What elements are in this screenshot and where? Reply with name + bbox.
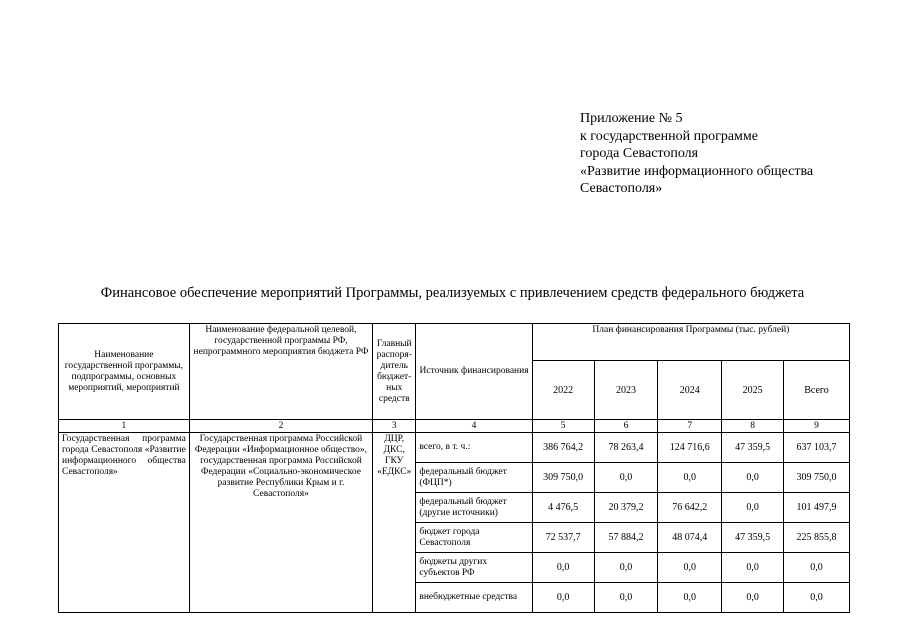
- value-cell: 0,0: [532, 553, 594, 583]
- total-cell: 309 750,0: [783, 463, 849, 493]
- header-funding-source: Источник финансирования: [416, 324, 532, 420]
- column-number: 3: [373, 420, 416, 433]
- value-cell: 0,0: [532, 583, 594, 613]
- value-cell: 47 359,5: [722, 433, 784, 463]
- appendix-line: Севастополя»: [580, 181, 663, 196]
- federal-program-cell: Государственная программа Российской Федерации «Информационное общество», государственная программа Российской Федерации «Социально-экономическое развитие Республики Крым и г. Севастополя»: [189, 433, 372, 613]
- value-cell: 386 764,2: [532, 433, 594, 463]
- value-cell: 124 716,6: [658, 433, 722, 463]
- appendix-line: «Развитие информационного общества: [580, 163, 814, 179]
- column-number: 7: [658, 420, 722, 433]
- total-cell: 101 497,9: [783, 493, 849, 523]
- header-financing-plan: План финансирования Программы (тыс. рублей): [532, 324, 849, 361]
- value-cell: 78 263,4: [594, 433, 658, 463]
- appendix-block: [580, 110, 880, 198]
- program-name-cell: Государственная программа города Севастополя «Развитие информационного общества Севастополя»: [59, 433, 190, 613]
- total-cell: 0,0: [783, 553, 849, 583]
- value-cell: 0,0: [722, 583, 784, 613]
- column-number-row: [59, 420, 850, 433]
- value-cell: 4 476,5: [532, 493, 594, 523]
- column-number: 6: [594, 420, 658, 433]
- value-cell: 0,0: [658, 463, 722, 493]
- table-row: [59, 433, 850, 463]
- total-cell: 637 103,7: [783, 433, 849, 463]
- value-cell: 0,0: [722, 493, 784, 523]
- value-cell: 309 750,0: [532, 463, 594, 493]
- value-cell: 76 642,2: [658, 493, 722, 523]
- funding-source-cell: бюджеты других субъектов РФ: [416, 553, 532, 583]
- column-number: 4: [416, 420, 532, 433]
- value-cell: 0,0: [722, 463, 784, 493]
- document-title: Финансовое обеспечение мероприятий Программы, реализуемых с привлечением средств федерального бюджета: [100, 285, 805, 301]
- column-number: 2: [189, 420, 372, 433]
- total-cell: 0,0: [783, 583, 849, 613]
- column-number: 8: [722, 420, 784, 433]
- header-year: 2022: [532, 361, 594, 420]
- column-number: 9: [783, 420, 849, 433]
- total-cell: 225 855,8: [783, 523, 849, 553]
- funding-source-cell: внебюджетные средства: [416, 583, 532, 613]
- value-cell: 0,0: [594, 553, 658, 583]
- value-cell: 72 537,7: [532, 523, 594, 553]
- value-cell: 47 359,5: [722, 523, 784, 553]
- value-cell: 0,0: [594, 583, 658, 613]
- header-federal-program: Наименование федеральной целевой, государственной программы РФ, непрограммного мероприятия бюджета РФ: [189, 324, 372, 420]
- budget-manager-cell: ДЦР, ДКС, ГКУ «ЕДКС»: [373, 433, 416, 613]
- value-cell: 0,0: [658, 583, 722, 613]
- value-cell: 0,0: [594, 463, 658, 493]
- funding-source-cell: всего, в т. ч.:: [416, 433, 532, 463]
- funding-source-cell: федеральный бюджет (другие источники): [416, 493, 532, 523]
- value-cell: 0,0: [658, 553, 722, 583]
- appendix-line: Приложение № 5: [580, 111, 683, 126]
- header-year: 2024: [658, 361, 722, 420]
- column-number: 1: [59, 420, 190, 433]
- header-year: 2025: [722, 361, 784, 420]
- header-program-name: Наименование государственной программы, подпрограммы, основных мероприятий, мероприятий: [59, 324, 190, 420]
- appendix-line: города Севастополя: [580, 146, 699, 161]
- header-budget-manager: Главный распоря-дитель бюджет-ных средств: [373, 324, 416, 420]
- value-cell: 20 379,2: [594, 493, 658, 523]
- column-number: 5: [532, 420, 594, 433]
- value-cell: 57 884,2: [594, 523, 658, 553]
- appendix-line: к государственной программе: [580, 128, 758, 144]
- value-cell: 48 074,4: [658, 523, 722, 553]
- funding-source-cell: федеральный бюджет (ФЦП*): [416, 463, 532, 493]
- financing-table: [58, 323, 850, 613]
- header-year: 2023: [594, 361, 658, 420]
- funding-source-cell: бюджет города Севастополя: [416, 523, 532, 553]
- header-total: Всего: [783, 361, 849, 420]
- value-cell: 0,0: [722, 553, 784, 583]
